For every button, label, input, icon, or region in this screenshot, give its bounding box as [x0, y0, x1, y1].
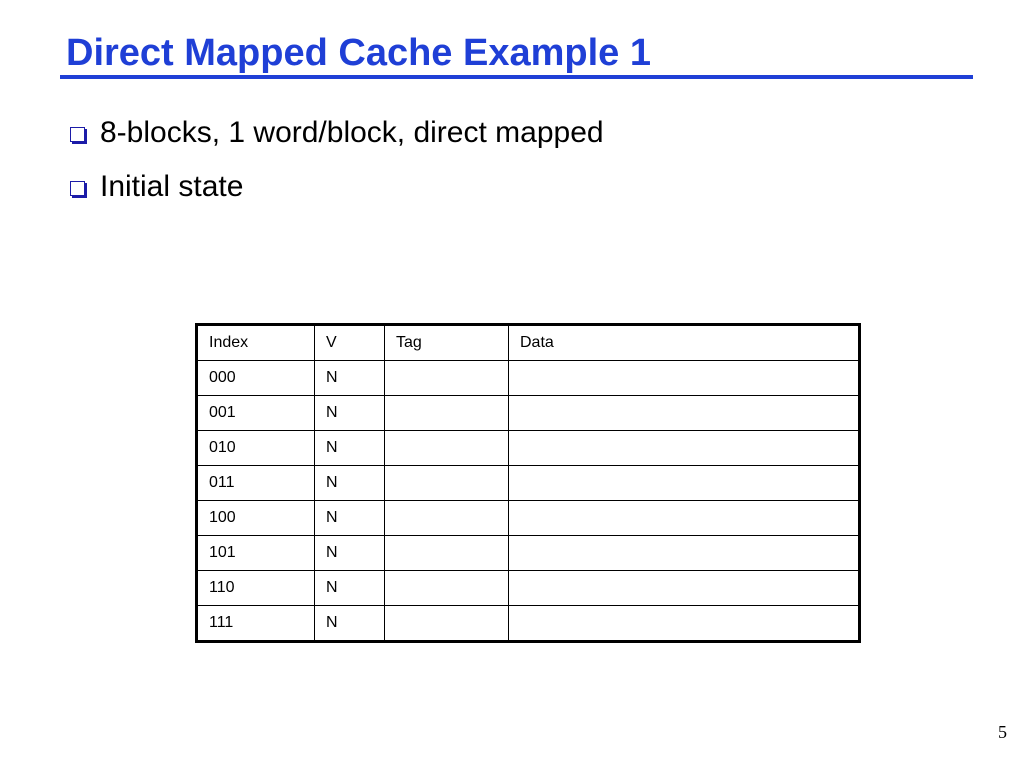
data-cell: [509, 571, 860, 606]
bullet-text: Initial state: [100, 170, 244, 203]
table-row: [197, 606, 860, 642]
index-cell: 000: [197, 361, 315, 396]
index-cell: 111: [197, 606, 315, 642]
data-cell: [509, 466, 860, 501]
tag-cell: [385, 431, 509, 466]
index-cell: 101: [197, 536, 315, 571]
data-cell: [509, 361, 860, 396]
table-row: [197, 466, 860, 501]
page-number: 5: [998, 722, 1007, 742]
valid-cell: N: [315, 396, 385, 431]
table-row: [197, 501, 860, 536]
table-row: [197, 571, 860, 606]
valid-cell: N: [315, 501, 385, 536]
index-cell: 100: [197, 501, 315, 536]
data-cell: [509, 431, 860, 466]
valid-cell: N: [315, 466, 385, 501]
header-data: Data: [509, 325, 860, 361]
bullet-item: [70, 160, 604, 214]
tag-cell: [385, 536, 509, 571]
valid-cell: N: [315, 431, 385, 466]
data-cell: [509, 396, 860, 431]
title-underline: [60, 75, 973, 79]
table-row: [197, 431, 860, 466]
tag-cell: [385, 466, 509, 501]
data-cell: [509, 606, 860, 642]
table-header-row: [197, 325, 860, 361]
index-cell: 110: [197, 571, 315, 606]
valid-cell: N: [315, 361, 385, 396]
data-cell: [509, 536, 860, 571]
data-cell: [509, 501, 860, 536]
index-cell: 011: [197, 466, 315, 501]
hollow-square-bullet-icon: [70, 181, 85, 196]
tag-cell: [385, 571, 509, 606]
tag-cell: [385, 501, 509, 536]
cache-table: [195, 323, 861, 643]
valid-cell: N: [315, 606, 385, 642]
valid-cell: N: [315, 571, 385, 606]
header-index: Index: [197, 325, 315, 361]
tag-cell: [385, 606, 509, 642]
valid-cell: N: [315, 536, 385, 571]
tag-cell: [385, 361, 509, 396]
index-cell: 001: [197, 396, 315, 431]
table-row: [197, 536, 860, 571]
table-row: [197, 361, 860, 396]
index-cell: 010: [197, 431, 315, 466]
header-valid: V: [315, 325, 385, 361]
tag-cell: [385, 396, 509, 431]
bullet-item: [70, 106, 604, 160]
slide-title: Direct Mapped Cache Example 1: [66, 32, 651, 74]
hollow-square-bullet-icon: [70, 127, 85, 142]
bullet-text: 8-blocks, 1 word/block, direct mapped: [100, 116, 604, 149]
table-row: [197, 396, 860, 431]
bullet-list: [70, 106, 604, 214]
header-tag: Tag: [385, 325, 509, 361]
